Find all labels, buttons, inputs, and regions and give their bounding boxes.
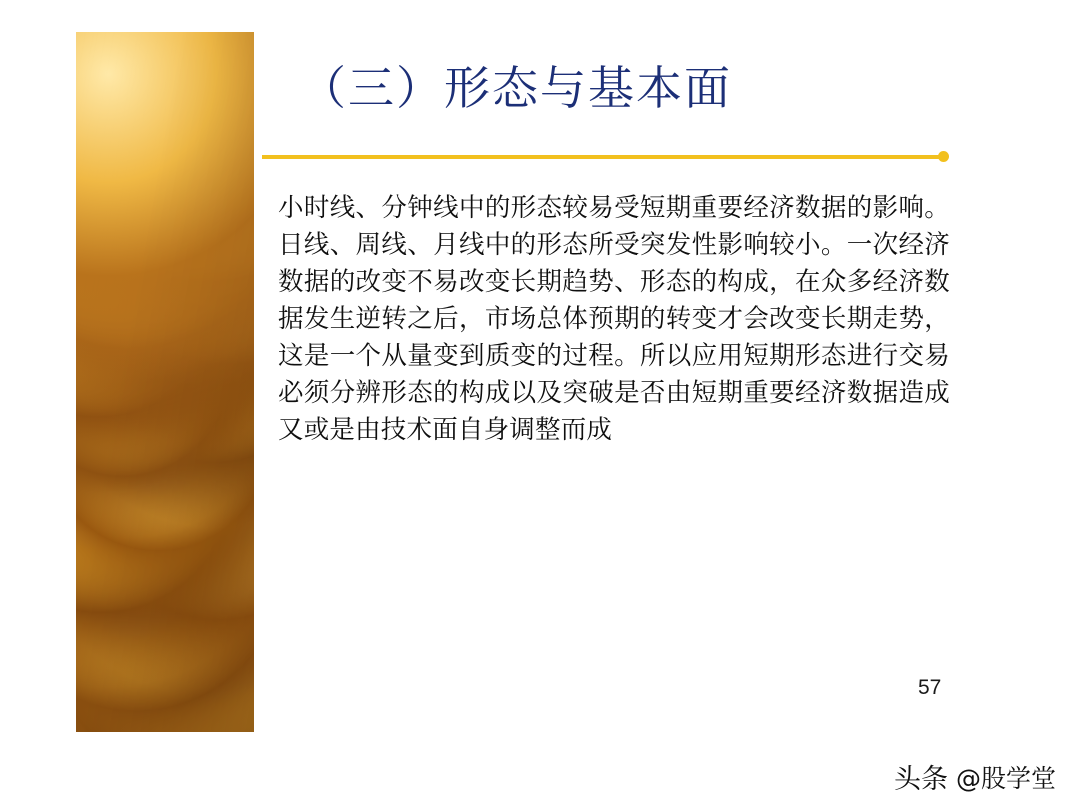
coin-photo-shading [76,32,254,732]
gold-coins-photo [76,32,254,732]
divider-end-dot-icon [938,151,949,162]
body-paragraph: 小时线、分钟线中的形态较易受短期重要经济数据的影响。日线、周线、月线中的形态所受突发性影响较小。一次经济数据的改变不易改变长期趋势、形态的构成，在众多经济数据发生逆转之后，市场总体预期的转变才会改变长期走势，这是一个从量变到质变的过程。所以应用短期形态进行交易必须分辨形态的构成以及突破是否由短期重要经济数据造成又或是由技术面自身调整而成 [278,193,950,445]
watermark-handle: @股学堂 [955,763,1056,793]
watermark-source: 头条 [893,764,948,795]
watermark [894,757,1056,796]
title-divider [262,155,945,159]
page-title: （三）形态与基本面 [300,61,732,115]
page-number: 57 [918,676,942,699]
